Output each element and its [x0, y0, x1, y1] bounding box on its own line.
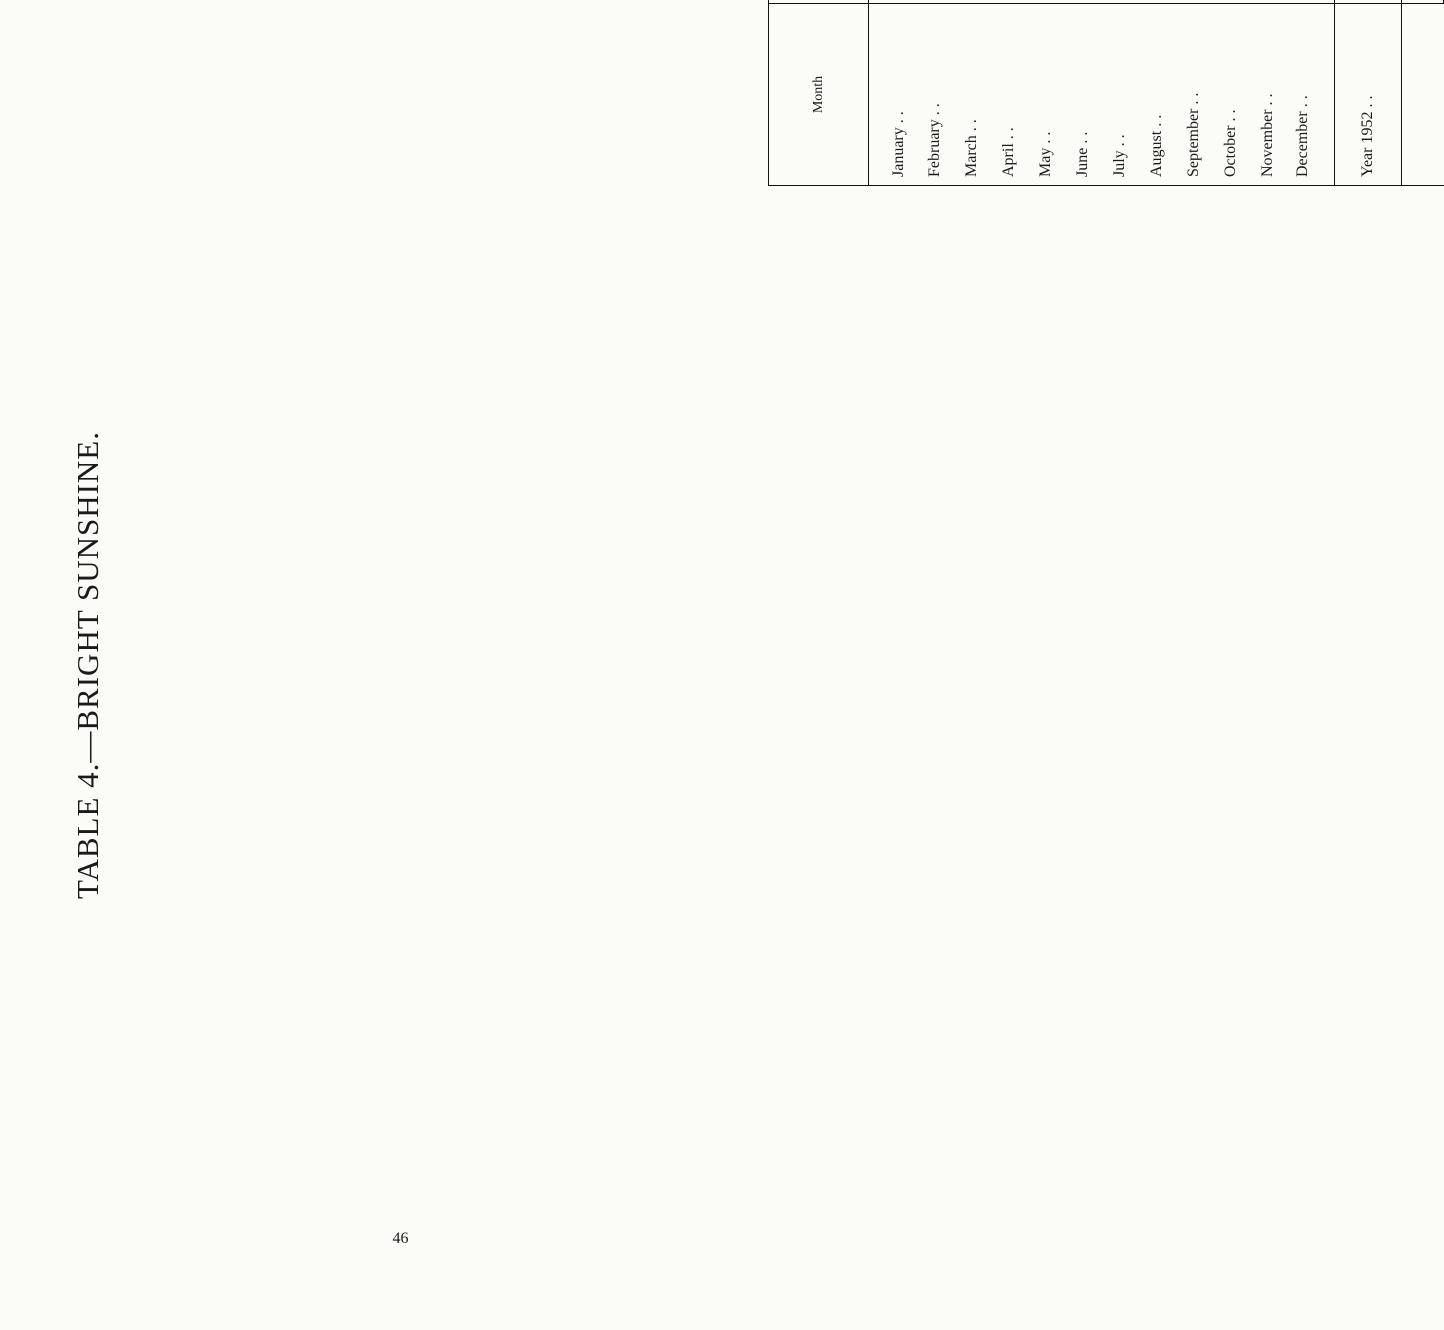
month-cell: March . . — [954, 4, 991, 186]
col-total — [769, 0, 869, 4]
month-row — [991, 0, 1028, 186]
month-cell: January . . — [869, 4, 917, 186]
month-row — [1102, 0, 1139, 186]
total-cell — [1176, 0, 1213, 4]
month-cell: October . . — [1213, 4, 1250, 186]
year-totals-note — [1402, 0, 1444, 4]
total-cell — [869, 0, 917, 4]
year-totals-blank — [1402, 4, 1444, 186]
month-cell: June . . — [1065, 4, 1102, 186]
total-cell — [1139, 0, 1176, 4]
month-row — [954, 0, 991, 186]
month-cell: May . . — [1028, 4, 1065, 186]
annual-row — [1335, 0, 1402, 186]
total-cell — [1065, 0, 1102, 4]
sunshine-table — [768, 0, 1444, 186]
total-cell — [1213, 0, 1250, 4]
month-cell: April . . — [991, 4, 1028, 186]
month-row — [1028, 0, 1065, 186]
month-row — [1213, 0, 1250, 186]
month-row — [1250, 0, 1287, 186]
month-row — [1176, 0, 1213, 186]
total-cell — [1287, 0, 1335, 4]
month-cell: February . . — [917, 4, 954, 186]
sunshine-table-rotated — [768, 0, 1426, 186]
month-cell: December . . — [1287, 4, 1335, 186]
total-cell — [1250, 0, 1287, 4]
total-cell — [917, 0, 954, 4]
month-row — [1287, 0, 1335, 186]
month-row — [869, 0, 917, 186]
total-cell — [954, 0, 991, 4]
table-body — [869, 0, 1444, 186]
month-row — [1065, 0, 1102, 186]
annual-label: Year 1952 . . — [1335, 4, 1402, 186]
total-cell — [991, 0, 1028, 4]
month-cell: July . . — [1102, 4, 1139, 186]
month-cell: August . . — [1139, 4, 1176, 186]
annual-total — [1335, 0, 1402, 4]
page-number: 46 — [392, 1230, 409, 1247]
month-row — [1139, 0, 1176, 186]
year-totals-row — [1402, 0, 1444, 186]
month-row — [917, 0, 954, 186]
month-cell: September . . — [1176, 4, 1213, 186]
total-cell — [1102, 0, 1139, 4]
month-cell: November . . — [1250, 4, 1287, 186]
col-month: Month — [769, 4, 869, 186]
total-cell — [1028, 0, 1065, 4]
